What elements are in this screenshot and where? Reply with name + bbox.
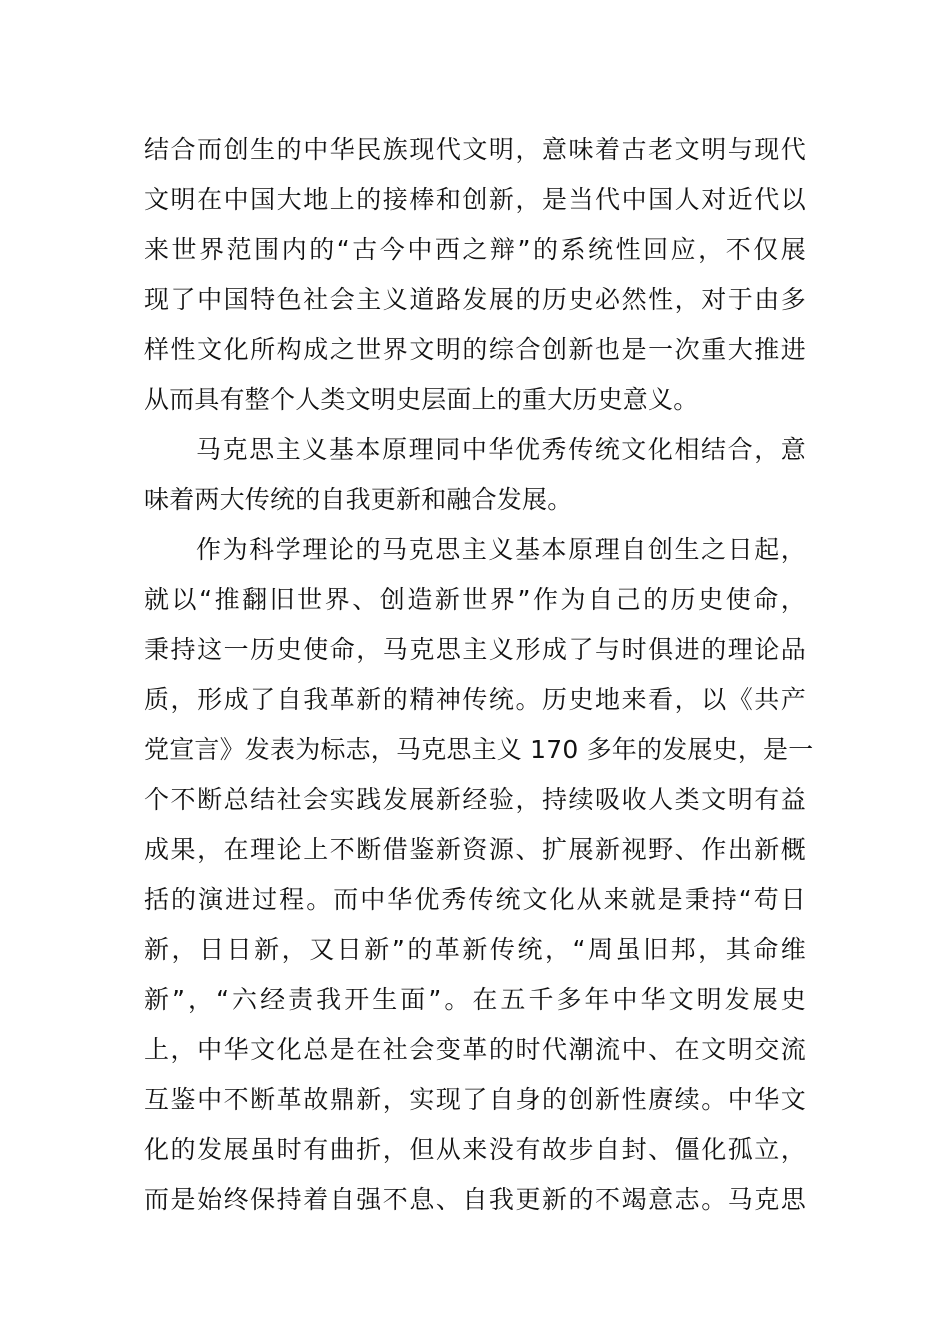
text-line: 来世界范围内的“古今中西之辩”的系统性回应，不仅展 (144, 235, 806, 264)
text-line: 上，中华文化总是在社会变革的时代潮流中、在文明交流 (144, 1035, 806, 1064)
text-line: 化的发展虽时有曲折，但从来没有故步自封、僵化孤立， (144, 1135, 806, 1164)
text-line: 作为科学理论的马克思主义基本原理自创生之日起， (196, 535, 806, 564)
text-line: 而是始终保持着自强不息、自我更新的不竭意志。马克思 (144, 1185, 806, 1214)
text-line: 成果，在理论上不断借鉴新资源、扩展新视野、作出新概 (144, 835, 806, 864)
text-line: 个不断总结社会实践发展新经验，持续吸收人类文明有益 (144, 785, 806, 814)
text-line: 互鉴中不断革故鼎新，实现了自身的创新性赓续。中华文 (144, 1085, 806, 1114)
text-line: 从而具有整个人类文明史层面上的重大历史意义。 (144, 385, 699, 414)
text-line: 样性文化所构成之世界文明的综合创新也是一次重大推进 (144, 335, 806, 364)
text-line: 括的演进过程。而中华优秀传统文化从来就是秉持“苟日 (144, 885, 806, 914)
text-line: 新，日日新，又日新”的革新传统，“周虽旧邦，其命维 (144, 935, 806, 964)
text-line: 新”，“六经责我开生面”。在五千多年中华文明发展史 (144, 985, 806, 1014)
text-line: 党宣言》发表为标志，马克思主义 170 多年的发展史，是一 (144, 735, 814, 764)
text-line: 质，形成了自我革新的精神传统。历史地来看，以《共产 (144, 685, 806, 714)
text-line: 文明在中国大地上的接棒和创新，是当代中国人对近代以 (144, 185, 806, 214)
text-line: 就以“推翻旧世界、创造新世界”作为自己的历史使命， (144, 585, 806, 614)
text-line: 马克思主义基本原理同中华优秀传统文化相结合，意 (196, 435, 806, 464)
text-line: 现了中国特色社会主义道路发展的历史必然性，对于由多 (144, 285, 806, 314)
text-line: 味着两大传统的自我更新和融合发展。 (144, 485, 573, 514)
text-line: 结合而创生的中华民族现代文明，意味着古老文明与现代 (144, 135, 806, 164)
text-line: 秉持这一历史使命，马克思主义形成了与时俱进的理论品 (144, 635, 806, 664)
